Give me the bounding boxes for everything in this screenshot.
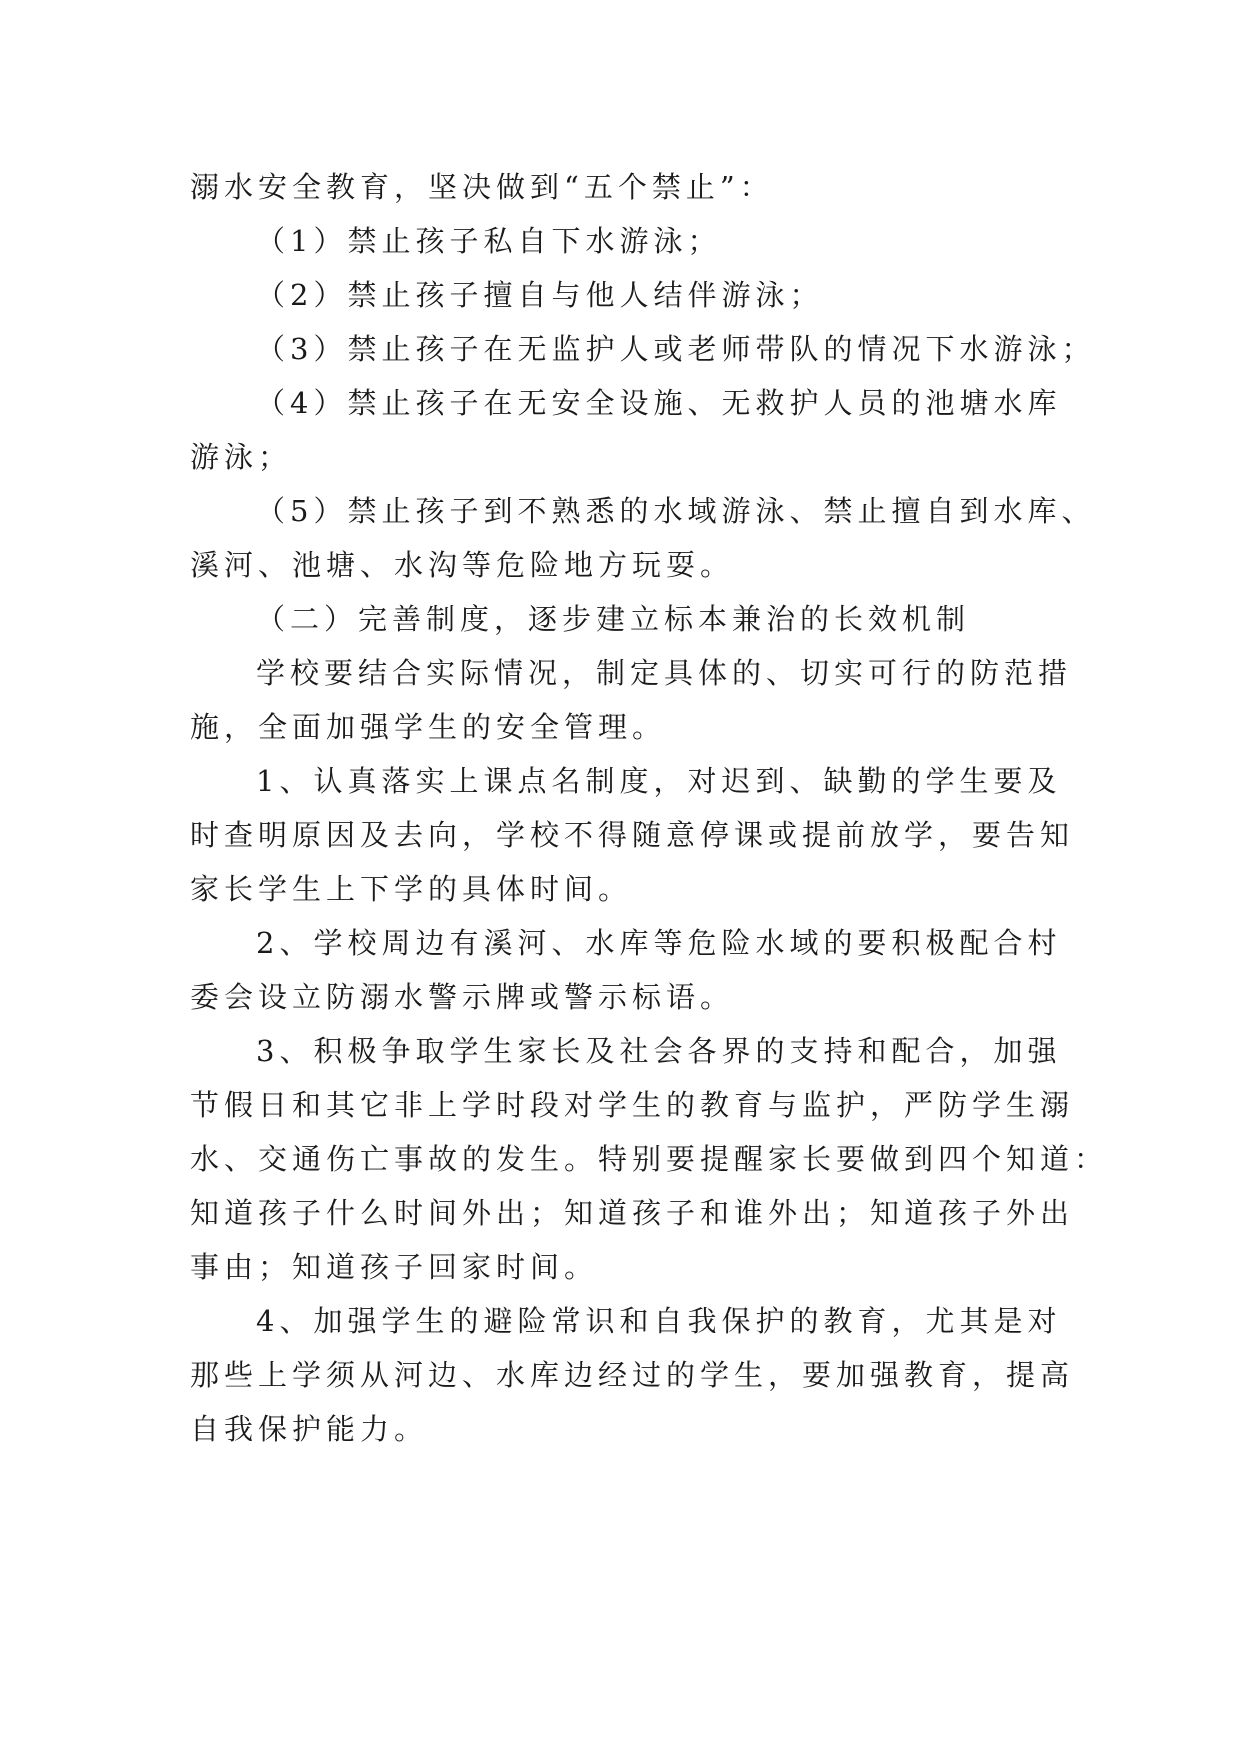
paragraph-line: 节假日和其它非上学时段对学生的教育与监护，严防学生溺 — [190, 1088, 1075, 1122]
paragraph-line: 自我保护能力。 — [190, 1412, 429, 1446]
paragraph-line: 时查明原因及去向，学校不得随意停课或提前放学，要告知 — [190, 818, 1075, 852]
paragraph-first-line: 学校要结合实际情况，制定具体的、切实可行的防范措 — [256, 656, 1073, 690]
paragraph-first-line: 3、积极争取学生家长及社会各界的支持和配合，加强 — [256, 1034, 1062, 1068]
paragraph-line: 委会设立防溺水警示牌或警示标语。 — [190, 980, 735, 1014]
paragraph-first-line: 2、学校周边有溪河、水库等危险水域的要积极配合村 — [256, 926, 1062, 960]
paragraph-first-line: （1）禁止孩子私自下水游泳； — [256, 224, 722, 258]
paragraph-line: 溺水安全教育，坚决做到“五个禁止”： — [190, 170, 774, 204]
paragraph-line: 游泳； — [190, 440, 293, 474]
paragraph-first-line: 1、认真落实上课点名制度，对迟到、缺勤的学生要及 — [256, 764, 1062, 798]
paragraph-line: 知道孩子什么时间外出；知道孩子和谁外出；知道孩子外出 — [190, 1196, 1075, 1230]
paragraph-line: 水、交通伤亡事故的发生。特别要提醒家长要做到四个知道： — [190, 1142, 1109, 1176]
paragraph-first-line: （二）完善制度，逐步建立标本兼治的长效机制 — [256, 602, 971, 636]
paragraph-first-line: （5）禁止孩子到不熟悉的水域游泳、禁止擅自到水库、 — [256, 494, 1096, 528]
paragraph-line: 那些上学须从河边、水库边经过的学生，要加强教育，提高 — [190, 1358, 1075, 1392]
paragraph-line: 施，全面加强学生的安全管理。 — [190, 710, 667, 744]
paragraph-first-line: 4、加强学生的避险常识和自我保护的教育，尤其是对 — [256, 1304, 1062, 1338]
document-body — [190, 160, 1109, 1456]
paragraph-first-line: （4）禁止孩子在无安全设施、无救护人员的池塘水库 — [256, 386, 1062, 420]
paragraph-line: 事由；知道孩子回家时间。 — [190, 1250, 599, 1284]
paragraph-line: 溪河、池塘、水沟等危险地方玩耍。 — [190, 548, 735, 582]
paragraph-first-line: （2）禁止孩子擅自与他人结伴游泳； — [256, 278, 824, 312]
paragraph-line: 家长学生上下学的具体时间。 — [190, 872, 633, 906]
paragraph-first-line: （3）禁止孩子在无监护人或老师带队的情况下水游泳； — [256, 332, 1096, 366]
